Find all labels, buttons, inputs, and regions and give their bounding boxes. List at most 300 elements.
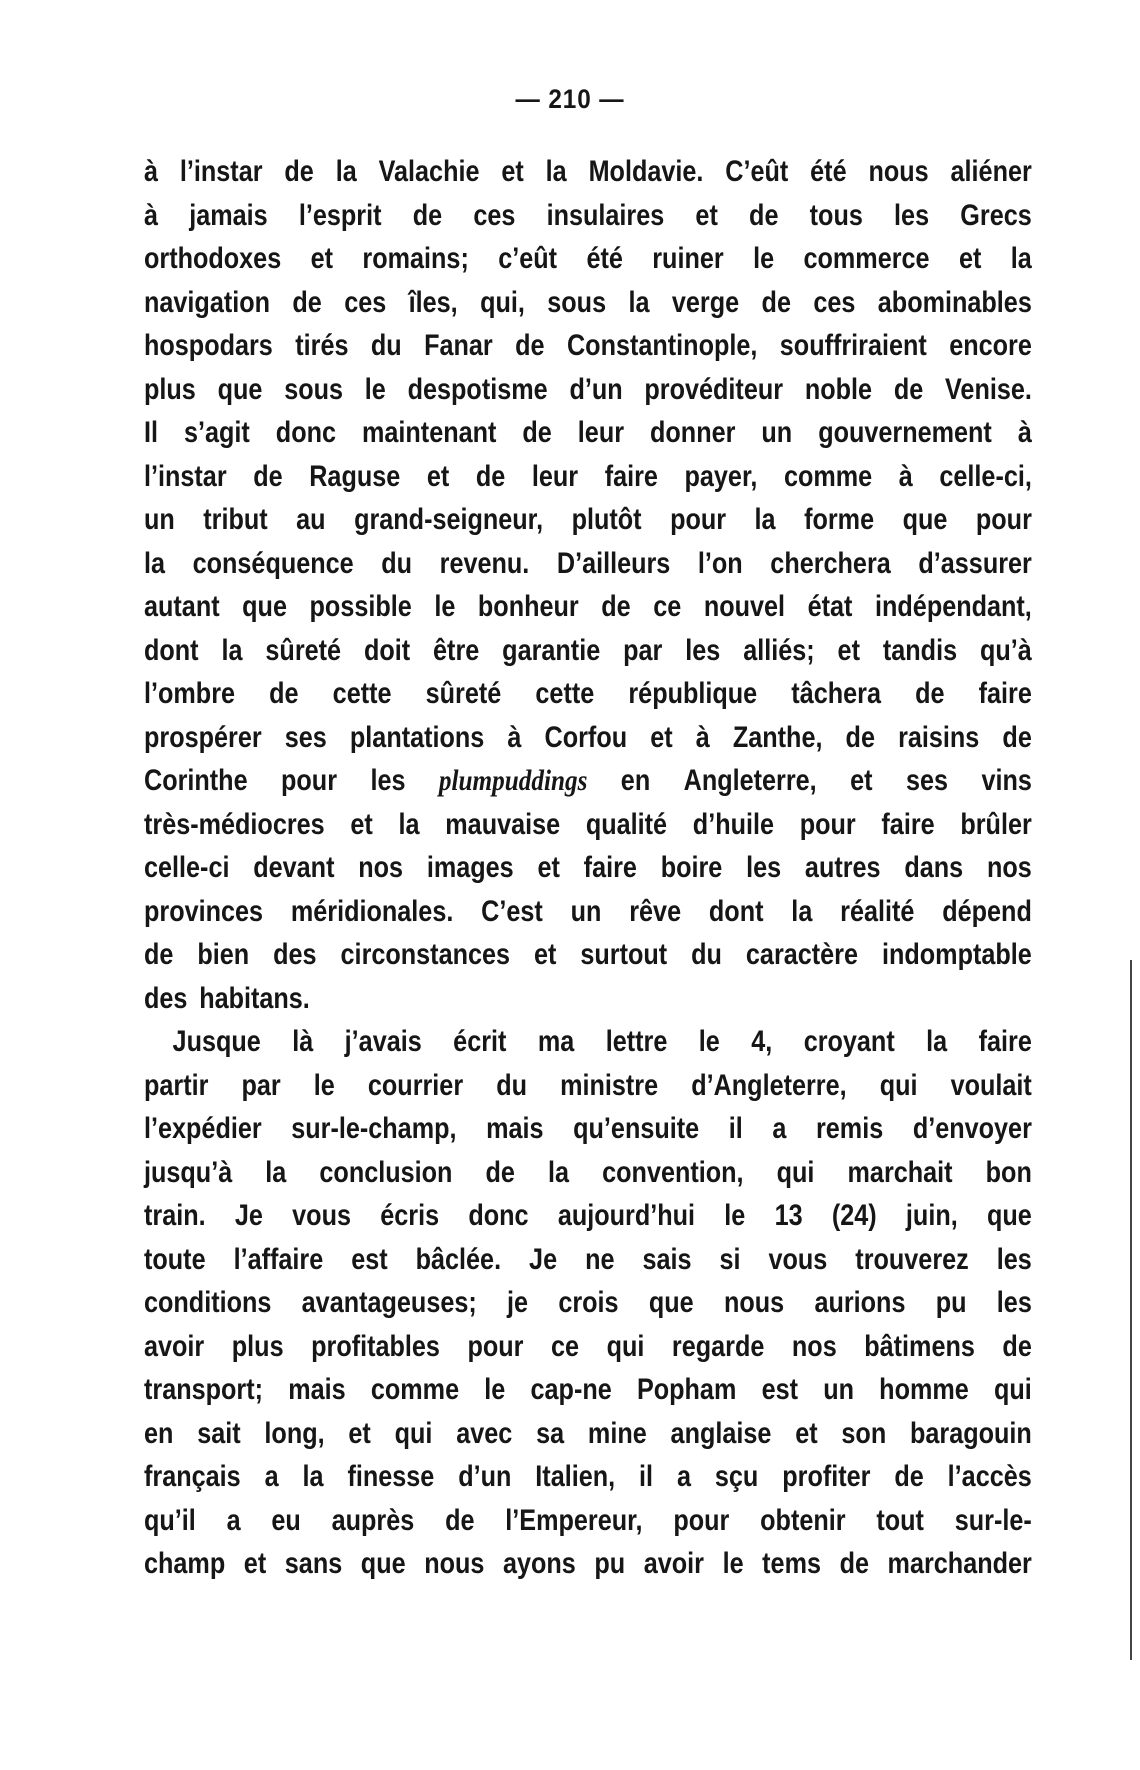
word: convention, (602, 1155, 744, 1189)
word: tirés (295, 329, 349, 362)
word: à (507, 720, 522, 754)
word: indépendant, (875, 590, 1032, 623)
word: faire (881, 807, 935, 841)
word: à (144, 155, 159, 188)
word: la (628, 285, 650, 319)
word: de (475, 459, 506, 493)
word: être (433, 633, 480, 667)
word: réalité (840, 894, 915, 928)
word: les (370, 764, 406, 797)
text-line (144, 1107, 1032, 1151)
word: avec (456, 1416, 513, 1450)
word: Moldavie. (588, 155, 704, 188)
word: voulait (950, 1068, 1032, 1102)
word: du (496, 1068, 528, 1102)
word: nouvel (703, 590, 786, 623)
word: les (746, 851, 782, 884)
word: trouverez (855, 1242, 969, 1276)
word: profiter (782, 1460, 871, 1493)
word: est (761, 1373, 798, 1406)
word: marchait (847, 1155, 953, 1189)
word: écrit (453, 1025, 507, 1058)
word: ayons (502, 1547, 576, 1580)
word: celle-ci, (939, 459, 1032, 493)
word: de (515, 329, 545, 362)
word: été (810, 155, 847, 188)
word: et (534, 938, 557, 971)
word: plus (231, 1329, 284, 1363)
word: et (650, 720, 673, 754)
word: de (269, 677, 299, 710)
word: plumpuddings (438, 764, 588, 797)
word: avantageuses; (301, 1286, 477, 1319)
text-line (144, 759, 1032, 803)
text-line (144, 1064, 1032, 1108)
word: Raguse (309, 459, 401, 493)
word: long, (264, 1416, 325, 1450)
word: qu’ensuite (573, 1112, 700, 1145)
word: de (601, 590, 631, 623)
word: sous (284, 372, 344, 406)
text-line (144, 1412, 1032, 1456)
word: les (996, 1242, 1032, 1276)
word: tout (876, 1503, 924, 1537)
word: de (292, 285, 322, 319)
word: provinces (144, 894, 264, 928)
word: et (795, 1416, 818, 1450)
word: l’ombre (144, 677, 236, 710)
word: grand-seigneur, (354, 503, 544, 536)
word: le (722, 1547, 744, 1580)
word: qui (879, 1068, 918, 1102)
word: leur (531, 459, 579, 493)
word: que (902, 503, 948, 536)
word: faire (604, 459, 658, 493)
word: république (628, 677, 758, 710)
word: obtenir (760, 1503, 846, 1537)
word: ministre (560, 1068, 659, 1102)
text-line (144, 585, 1032, 629)
word: pu (935, 1286, 967, 1319)
word: plus (144, 372, 196, 406)
word: souffriraient (779, 329, 927, 362)
word: de (761, 285, 791, 319)
word: sûreté (425, 677, 502, 710)
word: ces (813, 285, 856, 319)
word: abominables (877, 285, 1032, 319)
word: ma (537, 1025, 575, 1058)
word: Je (234, 1199, 263, 1232)
word: le (313, 1068, 335, 1102)
word: indomptable (881, 938, 1032, 971)
word: dépend (942, 894, 1032, 928)
word: la (221, 633, 243, 667)
word: l’expédier (144, 1112, 262, 1145)
word: l’affaire (233, 1242, 324, 1276)
word: ces (344, 285, 387, 319)
text-line (144, 324, 1032, 368)
word: et (837, 633, 860, 667)
word: conséquence (192, 546, 354, 580)
word: D’ailleurs (556, 546, 671, 580)
word: Valachie (378, 155, 480, 188)
word: brûler (960, 807, 1032, 841)
word: et (426, 459, 450, 493)
word: raisins (898, 720, 980, 754)
word: il (728, 1112, 743, 1145)
word: pour (467, 1329, 524, 1363)
word: là (292, 1025, 314, 1058)
word: un (144, 503, 175, 536)
word: navigation (144, 285, 271, 319)
word: vous (292, 1199, 351, 1232)
word: devant (253, 851, 335, 884)
text-line (144, 890, 1032, 934)
word: baragouin (910, 1416, 1032, 1450)
word: le (698, 1025, 720, 1058)
text-line (144, 846, 1032, 890)
word: pour (281, 764, 338, 797)
text-line (144, 194, 1032, 238)
word: la (1010, 242, 1032, 275)
word: j’avais (344, 1025, 422, 1058)
word: eu (271, 1503, 301, 1537)
word: autres (804, 851, 881, 884)
word: de (1002, 720, 1032, 754)
word: sais (642, 1242, 692, 1276)
word: Je (529, 1242, 558, 1276)
word: Zanthe, (732, 720, 823, 754)
word: ne (585, 1242, 615, 1276)
word: au (296, 503, 326, 536)
word: sans (284, 1547, 343, 1580)
word: et (958, 242, 982, 275)
word: un (823, 1373, 854, 1406)
word: de (893, 372, 924, 406)
word: qui (994, 1373, 1032, 1406)
word: la (926, 1025, 948, 1058)
word: état (807, 590, 853, 623)
word: de (522, 416, 552, 449)
word: conclusion (319, 1155, 453, 1189)
word: de (445, 1503, 475, 1537)
word: de (1002, 1329, 1032, 1363)
word: regarde (671, 1329, 765, 1363)
word: pu (594, 1547, 626, 1580)
word: de (749, 198, 779, 232)
word: du (691, 938, 722, 971)
word: 4, (751, 1025, 773, 1058)
text-line (144, 716, 1032, 760)
text-line (144, 1455, 1032, 1499)
word: la (335, 155, 357, 188)
word: la (548, 1155, 570, 1189)
word: l’instar (179, 155, 263, 188)
text-line (144, 1281, 1032, 1325)
body-text (144, 150, 1032, 1586)
word: sur-le-champ, (291, 1112, 457, 1145)
word: provéditeur (644, 372, 784, 406)
word: Fanar (424, 329, 493, 362)
text-line (144, 803, 1032, 847)
word: bon (985, 1155, 1032, 1189)
word: le (364, 372, 386, 406)
page-number: — 210 — (515, 84, 625, 114)
word: jamais (189, 198, 268, 232)
word: par (623, 633, 663, 667)
word: encore (949, 329, 1032, 362)
word: transport; (144, 1373, 264, 1406)
word: plutôt (571, 503, 642, 536)
word: juin, (905, 1199, 958, 1232)
text-line (144, 281, 1032, 325)
text-line (144, 977, 1032, 1021)
word: possible (309, 590, 412, 623)
word: bonheur (477, 590, 579, 623)
word: le (434, 590, 456, 623)
word: hospodars (144, 329, 273, 362)
word: que (360, 1547, 406, 1580)
word: ces (473, 198, 516, 232)
word: l’instar (144, 459, 227, 493)
word: de (485, 1155, 515, 1189)
word: la (791, 894, 813, 928)
word: auprès (331, 1503, 415, 1537)
word: tems (762, 1547, 822, 1580)
word: des (273, 938, 317, 971)
word: revenu. (439, 546, 530, 580)
word: de (144, 938, 174, 971)
word: Grecs (960, 198, 1032, 232)
word: Corfou (544, 720, 628, 754)
word: payer, (684, 459, 758, 493)
word: dont (708, 894, 764, 928)
word: du (381, 546, 413, 580)
text-line (144, 368, 1032, 412)
word: aurions (814, 1286, 906, 1319)
text-line (144, 498, 1032, 542)
word: avoir (144, 1329, 205, 1363)
text-line (144, 672, 1032, 716)
word: qualité (585, 807, 668, 841)
word: mais (486, 1112, 544, 1145)
text-line (144, 1194, 1032, 1238)
word: les (685, 633, 721, 667)
word: ruiner (652, 242, 724, 275)
text-line (144, 455, 1032, 499)
word: Italien, (535, 1460, 616, 1493)
word: bien (197, 938, 250, 971)
word: cette (535, 677, 595, 710)
word: nous (424, 1547, 485, 1580)
text-line (144, 1368, 1032, 1412)
word: qui (394, 1416, 433, 1450)
word: d’envoyer (912, 1112, 1032, 1145)
word: donner (650, 416, 736, 449)
word: vous (768, 1242, 828, 1276)
word: le (484, 1373, 506, 1406)
word: ses (905, 764, 949, 797)
word: ce (551, 1329, 580, 1363)
word: homme (879, 1373, 969, 1406)
word: la (398, 807, 420, 841)
word: despotisme (407, 372, 548, 406)
word: les (894, 198, 930, 232)
word: comme (370, 1373, 460, 1406)
word: romains; (362, 242, 469, 275)
word: d’huile (692, 807, 774, 841)
word: la (144, 546, 166, 580)
word: cherchera (770, 546, 891, 580)
word: de (253, 459, 283, 493)
text-line (144, 629, 1032, 673)
word: faire (583, 851, 637, 884)
word: de (894, 1460, 924, 1493)
text-line (144, 411, 1032, 455)
word: conditions (144, 1286, 272, 1319)
word: Angleterre, (683, 764, 817, 797)
word: pour (670, 503, 727, 536)
word: à (1017, 416, 1032, 449)
word: nous (868, 155, 929, 188)
word: méridionales. (290, 894, 454, 928)
word: mine (587, 1416, 647, 1450)
word: (24) (831, 1199, 877, 1232)
word: aujourd’hui (557, 1199, 696, 1232)
word: le (724, 1199, 746, 1232)
word: français (144, 1460, 241, 1493)
word: un (761, 416, 793, 449)
word: train. (144, 1199, 206, 1232)
word: que (648, 1286, 694, 1319)
word: anglaise (670, 1416, 772, 1450)
word: profitables (311, 1329, 440, 1363)
word: la (302, 1460, 324, 1493)
word: crois (558, 1286, 619, 1319)
word: bâtimens (864, 1329, 975, 1363)
word: partir (144, 1068, 209, 1102)
text-line (144, 150, 1032, 194)
word: qui (776, 1155, 815, 1189)
text-line (144, 1542, 1032, 1586)
word: Constantinople, (566, 329, 758, 362)
word: à (898, 459, 913, 493)
word: donc (275, 416, 337, 449)
word: courrier (367, 1068, 464, 1102)
word: a (676, 1460, 691, 1493)
word: l’esprit (298, 198, 382, 232)
word: cap-ne (530, 1373, 612, 1406)
word: insulaires (546, 198, 665, 232)
word: tâchera (791, 677, 881, 710)
word: autant (144, 590, 220, 623)
word: a (264, 1460, 279, 1493)
word: commerce (803, 242, 930, 275)
word: îles, (408, 285, 458, 319)
word: et (243, 1547, 267, 1580)
word: tous (809, 198, 863, 232)
word: faire (978, 677, 1032, 710)
word: que (217, 372, 263, 406)
word: vins (981, 764, 1032, 797)
word: des (144, 981, 188, 1015)
word: finesse (347, 1460, 435, 1493)
word: boire (660, 851, 723, 884)
text-line (144, 1020, 1032, 1064)
word: pour (673, 1503, 730, 1537)
word: noble (804, 372, 873, 406)
word: s’agit (183, 416, 250, 449)
word: gouvernement (818, 416, 992, 449)
word: circonstances (340, 938, 511, 971)
word: sous (547, 285, 607, 319)
scan-edge-line (1130, 960, 1132, 1660)
word: un (570, 894, 602, 928)
word: doit (363, 633, 411, 667)
word: comme (783, 459, 873, 493)
word: que (986, 1199, 1032, 1232)
word: et (350, 807, 373, 841)
word: marchander (887, 1547, 1032, 1580)
text-line (144, 542, 1032, 586)
word: à (144, 198, 159, 232)
word: prospérer (144, 720, 262, 754)
word: cette (332, 677, 392, 710)
word: d’un (458, 1460, 512, 1493)
word: donc (468, 1199, 529, 1232)
word: nos (791, 1329, 837, 1363)
word: qui (606, 1329, 645, 1363)
word: champ (144, 1547, 226, 1580)
word: et (501, 155, 524, 188)
word: verge (671, 285, 740, 319)
word: tandis (882, 633, 958, 667)
word: l’on (697, 546, 743, 580)
word: l’Empereur, (505, 1503, 643, 1537)
word: par (241, 1068, 281, 1102)
word: pour (975, 503, 1032, 536)
word: de (284, 155, 314, 188)
word: nos (358, 851, 404, 884)
word: écris (380, 1199, 440, 1232)
word: en (620, 764, 651, 797)
word: mauvaise (445, 807, 561, 841)
word: sur-le- (954, 1503, 1032, 1537)
word: nos (986, 851, 1032, 884)
word: C’est (481, 894, 543, 928)
word: Corinthe (144, 764, 248, 797)
word: la (265, 1155, 287, 1189)
word: faire (978, 1025, 1032, 1058)
word: alliés; (743, 633, 815, 667)
word: aliéner (950, 155, 1032, 188)
word: sçu (714, 1460, 759, 1493)
text-line (144, 1325, 1032, 1369)
word: et (348, 1416, 371, 1450)
word: avoir (643, 1547, 704, 1580)
word: que (242, 590, 287, 623)
word: leur (577, 416, 625, 449)
word: dont (144, 633, 199, 667)
text-line (144, 1151, 1032, 1195)
word: lettre (605, 1025, 668, 1058)
word: et (537, 851, 560, 884)
word: plantations (349, 720, 485, 754)
text-line (144, 1499, 1032, 1543)
word: caractère (745, 938, 859, 971)
word: nous (723, 1286, 785, 1319)
word: été (586, 242, 623, 275)
